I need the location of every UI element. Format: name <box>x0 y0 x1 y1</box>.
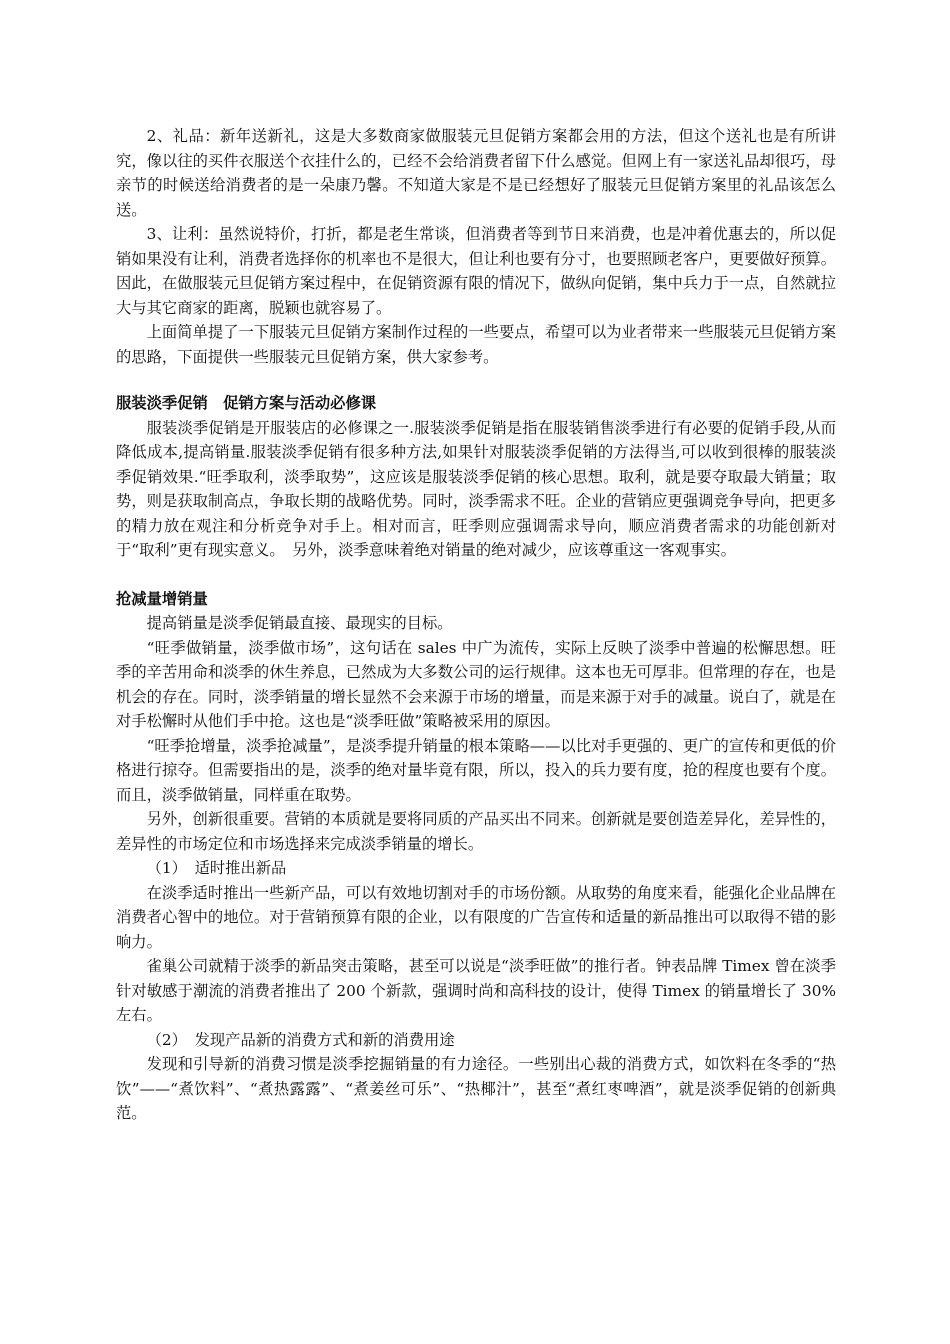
section-heading-off-season: 服装淡季促销 促销方案与活动必修课 <box>116 394 377 412</box>
paragraph: 另外，创新很重要。营销的本质就是要将同质的产品买出不同来。创新就是要创造差异化，差异性的，差异性的市场定位和市场选择来完成淡季销量的增长。 <box>116 810 836 853</box>
paragraph: “旺季做销量，淡季做市场”，这句话在 sales 中广为流传，实际上反映了淡季中普遍的松懈思想。旺季的辛苦用命和淡季的休生养息，已然成为大多数公司的运行规律。这本也无可厚非。但常理的存在，也是机会的存在。同时，淡季销量的增长显然不会来源于市场的增量，而是来源于对手的减量。说白了，就是在对手松懈时从他们手中抢。这也是“淡季旺做”策略被采用的原因。 <box>116 638 836 730</box>
paragraph-summary: 上面简单提了一下服装元旦促销方案制作过程的一些要点，希望可以为业者带来一些服装元旦促销方案的思路，下面提供一些服装元旦促销方案，供大家参考。 <box>116 323 836 366</box>
subheading-new-products: （1） 适时推出新品 <box>146 859 287 877</box>
subheading-new-consumption: （2） 发现产品新的消费方式和新的消费用途 <box>146 1030 455 1049</box>
document-body <box>116 124 836 1126</box>
paragraph: 发现和引导新的消费习惯是淡季挖掘销量的有力途径。一些别出心裁的消费方式，如饮料在冬季的“热饮”——“煮饮料”、“煮热露露”、“煮姜丝可乐”、“热椰汁”，甚至“煮红枣啤酒”，就是淡季促销的创新典范。 <box>116 1055 836 1122</box>
paragraph: 雀巢公司就精于淡季的新品突击策略，甚至可以说是“淡季旺做”的推行者。钟表品牌 Timex 曾在淡季针对敏感于潮流的消费者推出了 200 个新款，强调时尚和高科技的设计，使得 Timex 的销量增长了 30%左右。 <box>116 957 836 1024</box>
paragraph: “旺季抢增量，淡季抢减量”，是淡季提升销量的根本策略——以比对手更强的、更广的宣传和更低的价格进行掠夺。但需要指出的是，淡季的绝对量毕竟有限，所以，投入的兵力要有度，抢的程度也要有个度。而且，淡季做销量，同样重在取势。 <box>116 736 836 804</box>
section-heading-grab-volume: 抢减量增销量 <box>116 589 208 608</box>
paragraph-gift: 2、礼品：新年送新礼，这是大多数商家做服装元旦促销方案都会用的方法，但这个送礼也是有所讲究，像以往的买件衣服送个衣挂什么的，已经不会给消费者留下什么感觉。但网上有一家送礼品却很巧，母亲节的时候送给消费者的是一朵康乃馨。不知道大家是不是已经想好了服装元旦促销方案里的礼品该怎么送。 <box>116 127 836 219</box>
paragraph-discount: 3、让利：虽然说特价，打折，都是老生常谈，但消费者等到节日来消费，也是冲着优惠去的，所以促销如果没有让利，消费者选择你的机率也不是很大，但让利也要有分寸，也要照顾老客户，更要做好预算。因此，在做服装元旦促销方案过程中，在促销资源有限的情况下，做纵向促销，集中兵力于一点，自然就拉大与其它商家的距离，脱颖也就容易了。 <box>116 225 836 317</box>
paragraph-off-season: 服装淡季促销是开服装店的必修课之一.服装淡季促销是指在服装销售淡季进行有必要的促销手段,从而降低成本,提高销量.服装淡季促销有很多种方法,如果针对服装淡季促销的方法得当,可以收到很棒的服装淡季促销效果.“旺季取利，淡季取势”，这应该是服装淡季促销的核心思想。取利，就是要夺取最大销量；取势，则是获取制高点，争取长期的战略优势。同时，淡季需求不旺。企业的营销应更强调竞争导向，把更多的精力放在观注和分析竞争对手上。相对而言，旺季则应强调需求导向，顺应消费者需求的功能创新对于“取利”更有现实意义。 另外，淡季意味着绝对销量的绝对减少，应该尊重这一客观事实。 <box>116 418 836 559</box>
paragraph: 提高销量是淡季促销最直接、最现实的目标。 <box>146 614 453 632</box>
paragraph: 在淡季适时推出一些新产品，可以有效地切割对手的市场份额。从取势的角度来看，能强化企业品牌在消费者心智中的地位。对于营销预算有限的企业，以有限度的广告宣传和适量的新品推出可以取得不错的影响力。 <box>116 883 836 951</box>
